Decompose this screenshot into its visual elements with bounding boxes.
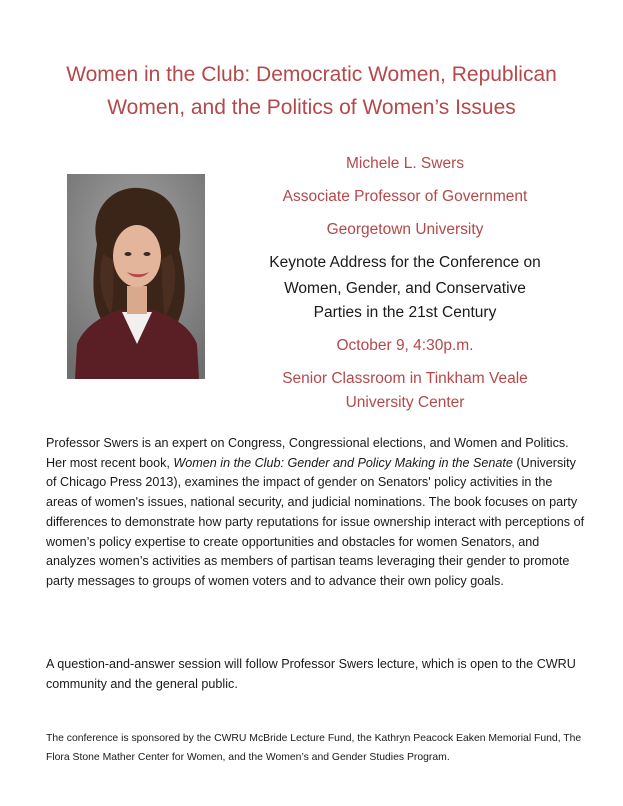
event-location-line-2: University Center xyxy=(345,394,465,411)
qa-session-note: A question-and-answer session will follow Professor Swers lecture, which is open to the CWRU community and the general public. xyxy=(46,657,576,691)
event-title-line-2: Women, and the Politics of Women’s Issues xyxy=(107,96,516,119)
event-title-line-1: Women in the Club: Democratic Women, Republican xyxy=(66,63,557,86)
speaker-institution: Georgetown University xyxy=(326,221,484,238)
bio-body: (University of Chicago Press 2013), examines the impact of gender on Senators' policy activities in the areas of women's issues, national security, and judicial nominations. The book focuses on party differences to demonstrate how party reputations for issue ownership interact with perceptions of women’s policy expertise to create opportunities and obstacles for women Senators, and analyzes women’s activities as members of partisan teams leveraging their gender to promote party messages to groups of women voters and to advance their own policy goals. xyxy=(46,455,585,588)
sponsor-note: The conference is sponsored by the CWRU McBride Lecture Fund, the Kathryn Peacock Eaken Memorial Fund, The Flora Stone Mather Center for Women, and the Women’s and Gender Studies Program. xyxy=(46,733,582,763)
speaker-bio xyxy=(46,434,586,592)
event-location-line-1: Senior Classroom in Tinkham Veale xyxy=(282,370,528,387)
speaker-info xyxy=(230,153,580,414)
keynote-line-1: Keynote Address for the Conference on xyxy=(269,254,541,271)
speaker-name: Michele L. Swers xyxy=(345,155,464,172)
book-title: Women in the Club: Gender and Policy Making in the Senate xyxy=(173,455,513,470)
speaker-position: Associate Professor of Government xyxy=(282,188,528,205)
speaker-portrait-photo xyxy=(67,174,205,379)
keynote-line-3: Parties in the 21st Century xyxy=(313,304,497,321)
event-date-time: October 9, 4:30p.m. xyxy=(336,337,474,354)
keynote-line-2: Women, Gender, and Conservative xyxy=(284,280,526,297)
bio-intro: Professor Swers is an expert on Congress, Congressional elections, and Women and Politics. Her most recent book, xyxy=(46,436,569,470)
event-title xyxy=(20,58,603,124)
